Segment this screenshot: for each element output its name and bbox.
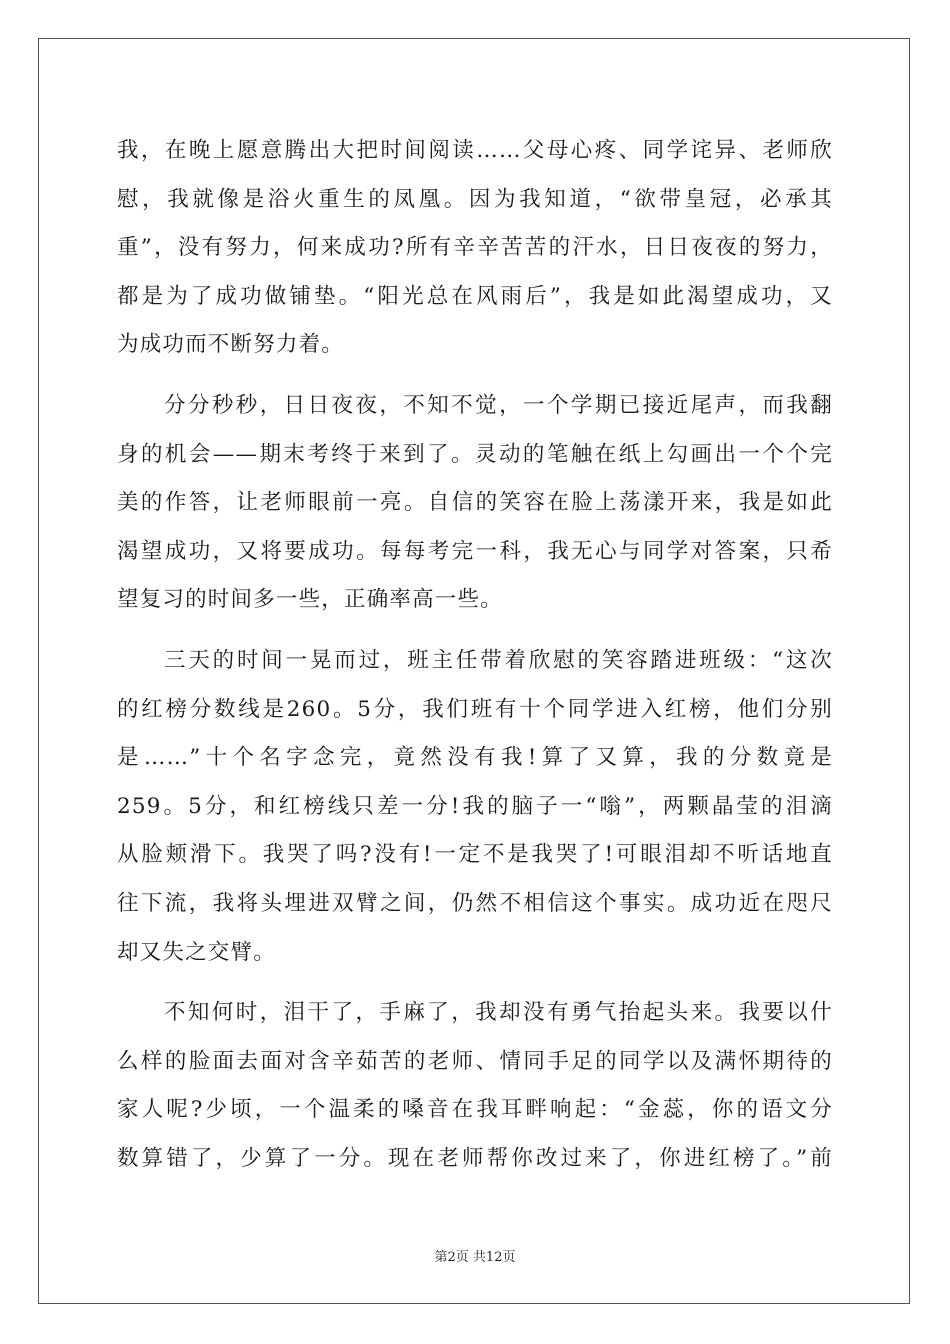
text-line: 往下流，我将头埋进双臂之间，仍然不相信这个事实。成功近在咫尺 [117, 890, 833, 916]
text-line: 为成功而不断努力着。 [117, 332, 345, 358]
paragraph-gap [117, 625, 833, 637]
text-line: 的红榜分数线是260。5分，我们班有十个同学进入红榜，他们分别 [117, 696, 833, 722]
text-line: 是……”十个名字念完，竟然没有我!算了又算，我的分数竟是 [117, 745, 833, 771]
paragraph [117, 382, 833, 625]
text-line: 不知何时，泪干了，手麻了，我却没有勇气抬起头来。我要以什 [164, 1000, 833, 1026]
text-line: 重”，没有努力，何来成功?所有辛辛苦苦的汗水，日日夜夜的努力， [117, 235, 833, 261]
paragraph [117, 637, 833, 977]
text-line: 么样的脸面去面对含辛茹苦的老师、情同手足的同学以及满怀期待的 [117, 1048, 833, 1074]
text-line: 都是为了成功做铺垫。“阳光总在风雨后”，我是如此渴望成功，又 [117, 283, 833, 309]
paragraph [117, 989, 833, 1183]
paragraph-gap [117, 977, 833, 989]
text-line: 却又失之交臂。 [117, 939, 276, 965]
document-body [117, 127, 833, 1183]
text-line: 家人呢?少顷，一个温柔的嗓音在我耳畔响起：“金蕊，你的语文分 [117, 1097, 833, 1123]
text-line: 渴望成功，又将要成功。每每考完一科，我无心与同学对答案，只希 [117, 538, 833, 564]
text-line: 从脸颊滑下。我哭了吗?没有!一定不是我哭了!可眼泪却不听话地直 [117, 842, 833, 868]
text-line: 身的机会——期末考终于来到了。灵动的笔触在纸上勾画出一个个完 [117, 441, 833, 467]
text-line: 三天的时间一晃而过，班主任带着欣慰的笑容踏进班级：“这次 [164, 647, 833, 673]
text-line: 分分秒秒，日日夜夜，不知不觉，一个学期已接近尾声，而我翻 [164, 392, 833, 418]
text-line: 数算错了，少算了一分。现在老师帮你改过来了，你进红榜了。”前 [117, 1145, 833, 1171]
paragraph-gap [117, 370, 833, 382]
text-line: 慰，我就像是浴火重生的凤凰。因为我知道，“欲带皇冠，必承其 [117, 186, 833, 212]
text-line: 望复习的时间多一些，正确率高一些。 [117, 587, 503, 613]
text-line: 我，在晚上愿意腾出大把时间阅读……父母心疼、同学诧异、老师欣 [117, 138, 833, 163]
paragraph [117, 127, 833, 370]
page-number-footer: 第2页 共12页 [434, 1250, 516, 1265]
text-line: 259。5分，和红榜线只差一分!我的脑子一“嗡”，两颗晶莹的泪滴 [117, 793, 833, 819]
text-line: 美的作答，让老师眼前一亮。自信的笑容在脸上荡漾开来，我是如此 [117, 490, 833, 516]
